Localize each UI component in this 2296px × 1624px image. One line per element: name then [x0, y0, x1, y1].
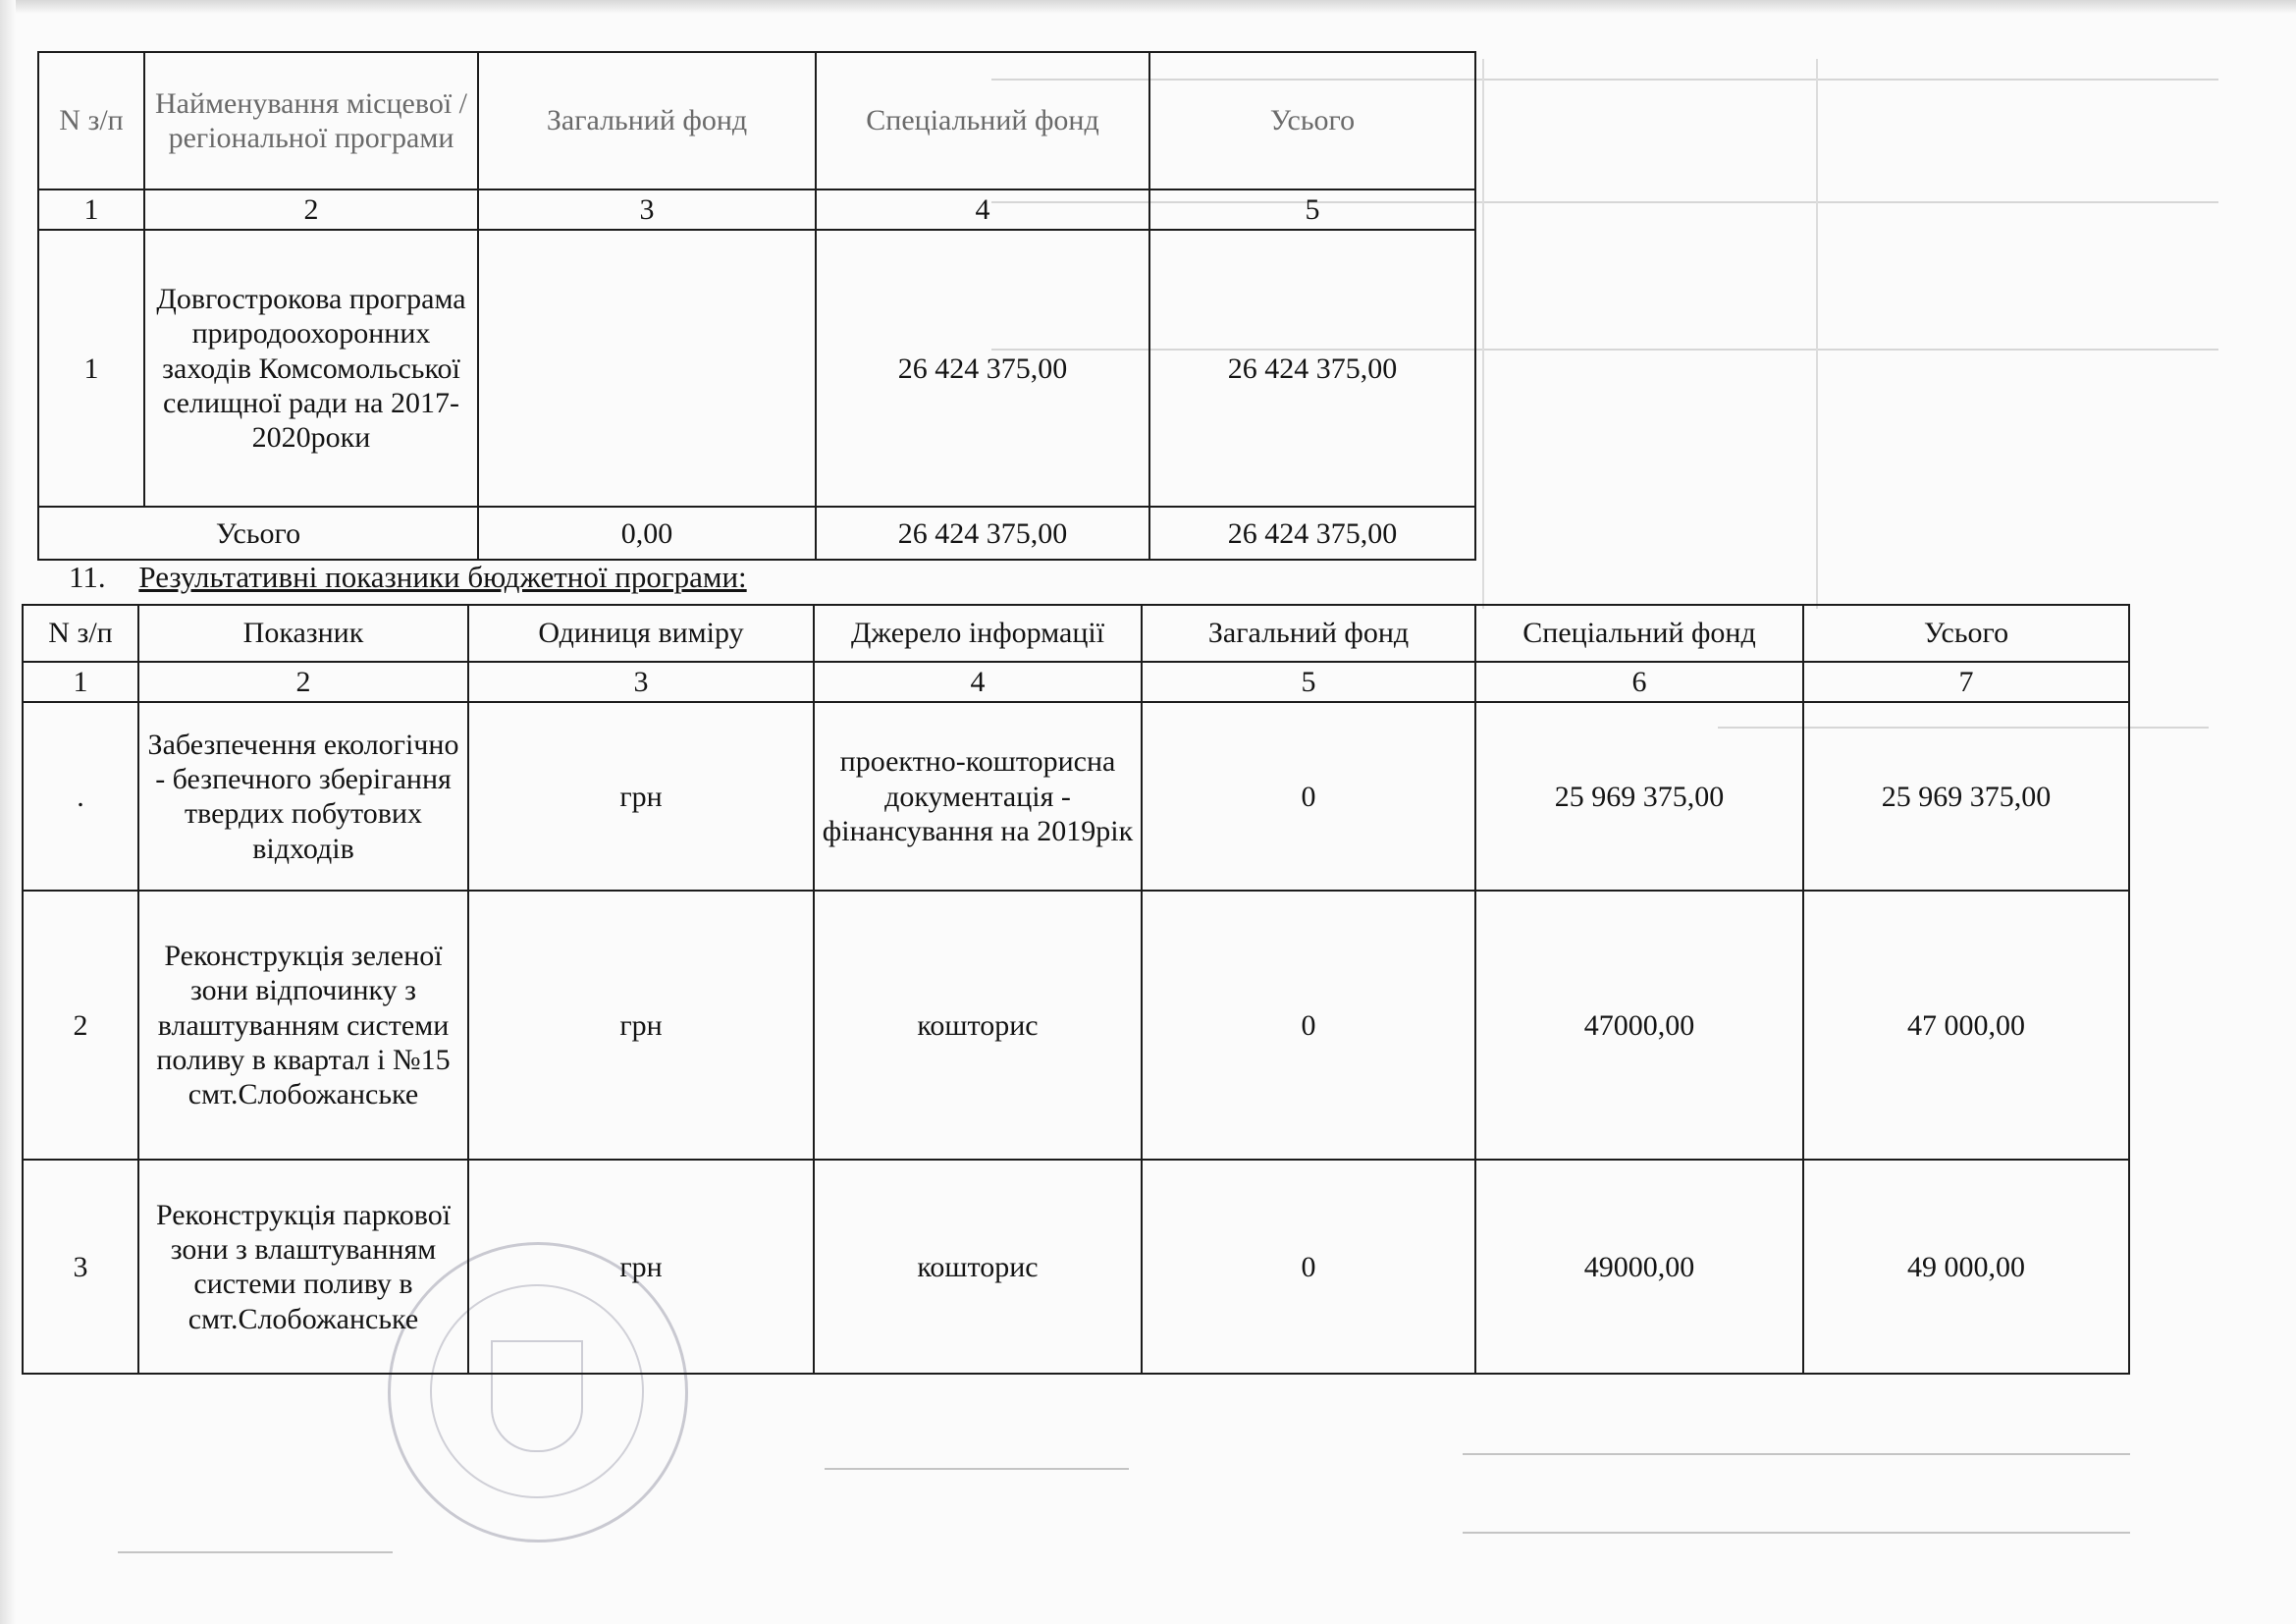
header-cell-total: Усього: [1149, 52, 1475, 189]
program-name: Довгострокова програма природоохоронних заходів Комсомольської селищної ради на 2017-2020роки: [144, 230, 478, 507]
general-fund-value: 0: [1142, 702, 1475, 891]
total-general-fund: 0,00: [478, 507, 816, 560]
column-number: 3: [478, 189, 816, 230]
header-cell-source: Джерело інформації: [814, 605, 1142, 662]
column-number: 1: [23, 662, 138, 702]
row-number: 3: [23, 1160, 138, 1374]
table-total-row: [38, 507, 1475, 560]
signature-line: [1463, 1453, 2130, 1455]
table-header-row: [23, 605, 2129, 662]
table-row: [38, 230, 1475, 507]
table-row: [23, 891, 2129, 1160]
header-cell-general-fund: Загальний фонд: [1142, 605, 1475, 662]
general-fund-value: 0: [1142, 1160, 1475, 1374]
section-number: 11.: [69, 560, 106, 594]
special-fund-value: 47000,00: [1475, 891, 1803, 1160]
header-cell-special-fund: Спеціальний фонд: [1475, 605, 1803, 662]
unit-value: грн: [468, 1160, 814, 1374]
header-cell-unit: Одиниця виміру: [468, 605, 814, 662]
column-number: 6: [1475, 662, 1803, 702]
column-number: 2: [138, 662, 468, 702]
signature-line: [1463, 1532, 2130, 1534]
column-numbering-row: [23, 662, 2129, 702]
scan-left-edge: [0, 0, 16, 1624]
column-number: 3: [468, 662, 814, 702]
table-header-row: [38, 52, 1475, 189]
total-all: 26 424 375,00: [1149, 507, 1475, 560]
table-row: [23, 702, 2129, 891]
column-number: 1: [38, 189, 144, 230]
unit-value: грн: [468, 702, 814, 891]
program-funding-table: [37, 51, 1476, 561]
indicator-name: Забезпечення екологічно - безпечного зберігання твердих побутових відходів: [138, 702, 468, 891]
performance-indicators-table: [22, 604, 2130, 1375]
row-number: .: [23, 702, 138, 891]
total-value: 47 000,00: [1803, 891, 2129, 1160]
special-fund-value: 49000,00: [1475, 1160, 1803, 1374]
total-special-fund: 26 424 375,00: [816, 507, 1149, 560]
header-cell-total: Усього: [1803, 605, 2129, 662]
column-number: 2: [144, 189, 478, 230]
row-number: 1: [38, 230, 144, 507]
row-number: 2: [23, 891, 138, 1160]
total-value: 49 000,00: [1803, 1160, 2129, 1374]
signature-line: [118, 1551, 393, 1553]
header-cell-program-name: Найменування місцевої / регіональної програми: [144, 52, 478, 189]
source-value: проектно-кошторисна документація - фінансування на 2019рік: [814, 702, 1142, 891]
table-row: [23, 1160, 2129, 1374]
header-cell-special-fund: Спеціальний фонд: [816, 52, 1149, 189]
indicator-name: Реконструкція зеленої зони відпочинку з влаштуванням системи поливу в квартал і №15 смт.Слобожанське: [138, 891, 468, 1160]
section-heading: [69, 560, 747, 595]
column-number: 4: [816, 189, 1149, 230]
source-value: кошторис: [814, 1160, 1142, 1374]
special-fund-value: 25 969 375,00: [1475, 702, 1803, 891]
total-value: 26 424 375,00: [1149, 230, 1475, 507]
general-fund-value: [478, 230, 816, 507]
bleed-through-line: [1482, 59, 1484, 609]
indicator-name: Реконструкція паркової зони з влаштуванням системи поливу в смт.Слобожанське: [138, 1160, 468, 1374]
column-number: 5: [1142, 662, 1475, 702]
column-numbering-row: [38, 189, 1475, 230]
header-cell-indicator: Показник: [138, 605, 468, 662]
column-number: 5: [1149, 189, 1475, 230]
source-value: кошторис: [814, 891, 1142, 1160]
header-cell-number: N з/п: [38, 52, 144, 189]
section-title: Результативні показники бюджетної програми:: [138, 560, 747, 594]
special-fund-value: 26 424 375,00: [816, 230, 1149, 507]
scan-top-edge: [0, 0, 2296, 14]
header-cell-number: N з/п: [23, 605, 138, 662]
column-number: 4: [814, 662, 1142, 702]
general-fund-value: 0: [1142, 891, 1475, 1160]
header-cell-general-fund: Загальний фонд: [478, 52, 816, 189]
total-value: 25 969 375,00: [1803, 702, 2129, 891]
unit-value: грн: [468, 891, 814, 1160]
column-number: 7: [1803, 662, 2129, 702]
bleed-through-line: [1816, 59, 1818, 609]
signature-line: [825, 1468, 1129, 1470]
total-label: Усього: [38, 507, 478, 560]
